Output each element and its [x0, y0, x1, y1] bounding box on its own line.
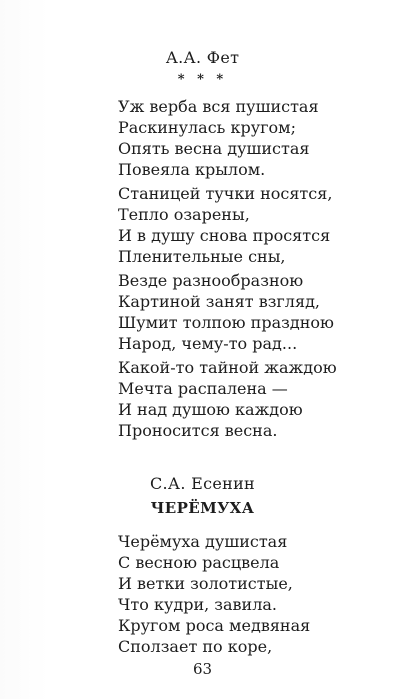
poem1-stanza-3: [118, 270, 334, 354]
poem1-stanza-1: [118, 96, 319, 180]
poem1-author: А.А. Фет: [165, 48, 240, 67]
verse-line: Опять весна душистая: [118, 139, 310, 158]
verse-line: Черёмуха душистая: [118, 532, 288, 551]
verse-line: Уж верба вся пушистая: [118, 97, 319, 116]
verse-line: Мечта распалена —: [118, 379, 288, 398]
verse-line: Раскинулась кругом;: [118, 118, 296, 137]
verse-line: И в душу снова просятся: [118, 226, 331, 245]
poem2-stanza-1: [118, 531, 310, 657]
verse-line: Кругом роса медвяная: [118, 616, 311, 635]
poem1-stars: * * *: [177, 72, 228, 87]
verse-line: Какой-то тайной жаждою: [118, 358, 337, 377]
verse-line: Станицей тучки носятся,: [118, 184, 333, 203]
verse-line: Народ, чему-то рад...: [118, 334, 298, 353]
verse-line: И над душою каждою: [118, 400, 303, 419]
poem2-title: ЧЕРЁМУХА: [150, 499, 255, 517]
verse-line: Везде разнообразною: [118, 271, 304, 290]
verse-line: Сползает по коре,: [118, 637, 273, 656]
verse-line: Картиной занят взгляд,: [118, 292, 320, 311]
verse-line: Тепло озарены,: [118, 205, 250, 224]
verse-line: И ветки золотистые,: [118, 574, 293, 593]
verse-line: Пленительные сны,: [118, 247, 286, 266]
verse-line: Что кудри, завила.: [118, 595, 278, 614]
verse-line: Проносится весна.: [118, 421, 278, 440]
verse-line: С весною расцвела: [118, 553, 280, 572]
verse-line: Шумит толпою праздною: [118, 313, 334, 332]
verse-line: Повеяла крылом.: [118, 160, 266, 179]
page-number: 63: [192, 660, 213, 678]
poem2-author: С.А. Есенин: [149, 474, 256, 493]
poem1-stanza-2: [118, 183, 332, 267]
poem1-stanza-4: [118, 357, 337, 441]
